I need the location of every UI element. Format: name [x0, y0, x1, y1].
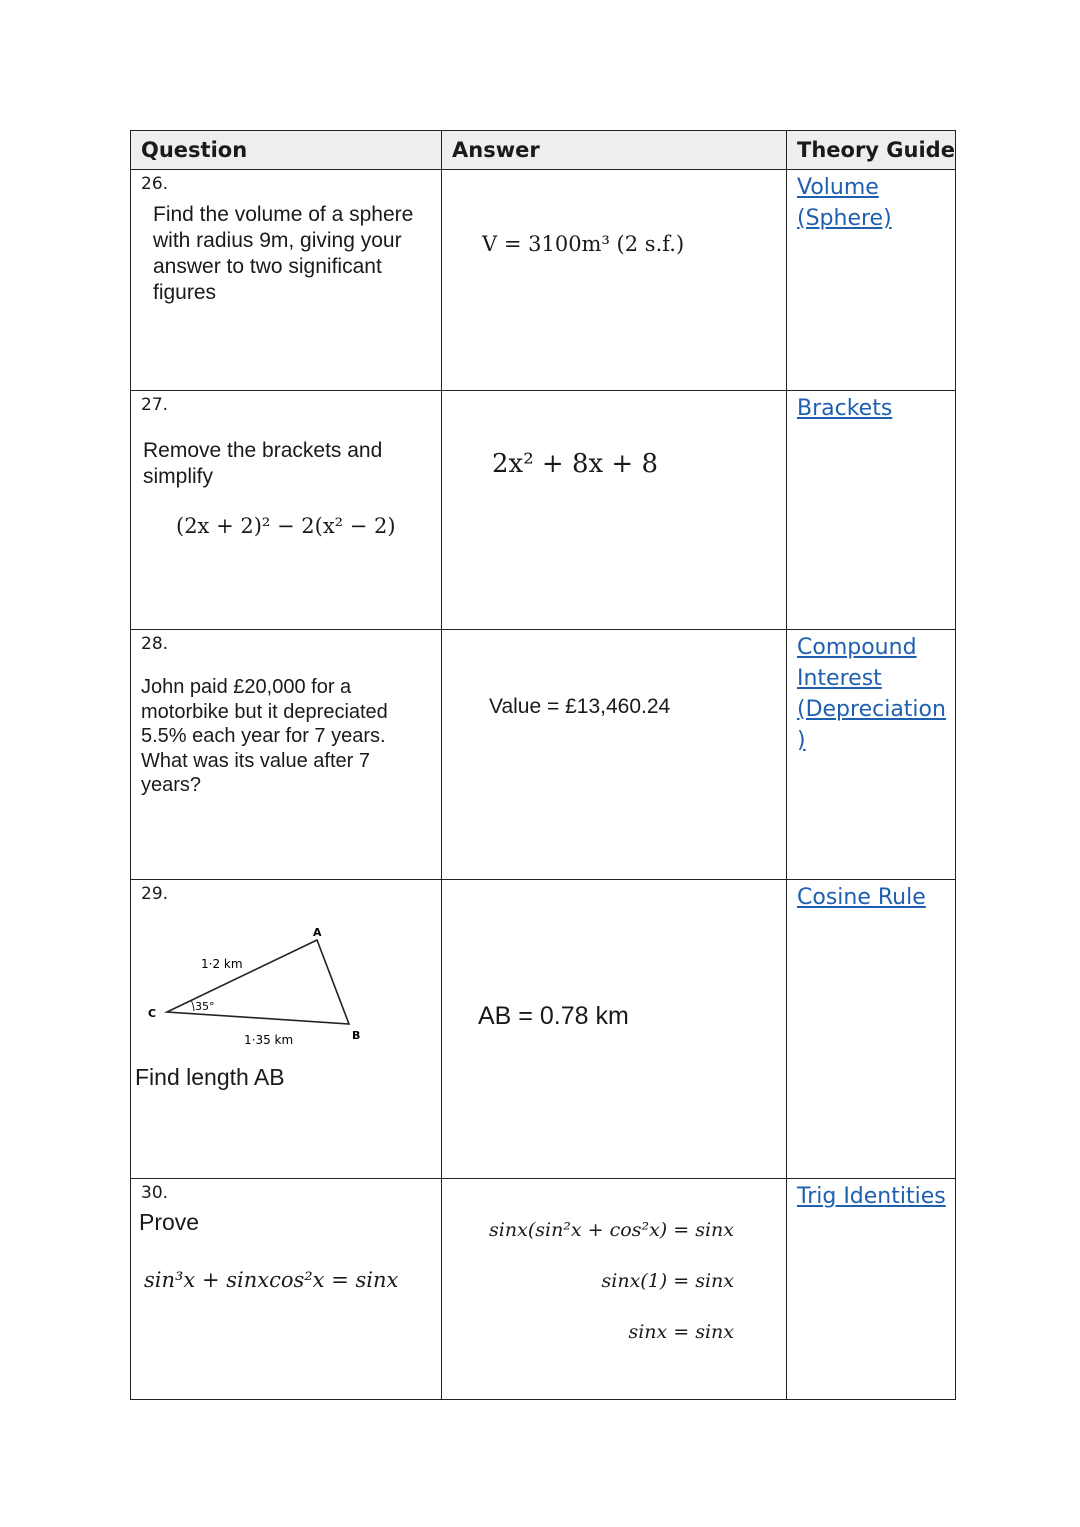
question-cell: [131, 630, 442, 880]
theory-cell: [787, 880, 956, 1179]
table-row: [131, 880, 956, 1179]
question-cell: [131, 1179, 442, 1400]
link-line: Interest: [797, 666, 882, 691]
question-table: [130, 130, 956, 1400]
question-text: John paid £20,000 for a motorbike but it depreciated 5.5% each year for 7 years. What was its value after 7 years?: [141, 676, 388, 796]
question-number: 27.: [141, 395, 169, 415]
angle-arc: [191, 1000, 194, 1011]
link-line: Volume: [797, 175, 879, 200]
answer-cell: [442, 630, 787, 880]
answer-text: V = 3100m³ (2 s.f.): [482, 232, 685, 256]
theory-link-trig-identities[interactable]: [797, 1181, 946, 1212]
vertex-label-b: B: [352, 1029, 361, 1042]
link-line: Trig Identities: [797, 1184, 946, 1209]
answer-line: sinx(1) = sinx: [601, 1270, 734, 1292]
theory-link-compound-interest[interactable]: [797, 632, 946, 756]
theory-cell: [787, 1179, 956, 1400]
vertex-label-c: C: [148, 1007, 157, 1020]
angle-label-c: 35°: [195, 1000, 215, 1013]
theory-link-cosine-rule[interactable]: [797, 882, 926, 913]
answer-line: sinx = sinx: [628, 1321, 734, 1343]
link-line: (Depreciation: [797, 697, 946, 722]
question-expression: (2x + 2)² − 2(x² − 2): [176, 514, 396, 538]
theory-link-brackets[interactable]: [797, 393, 892, 424]
table-row: [131, 630, 956, 880]
question-number: 29.: [141, 884, 169, 904]
side-label-ca: 1·2 km: [201, 957, 243, 971]
question-text: Remove the brackets and simplify: [143, 439, 383, 488]
answer-cell: [442, 170, 787, 391]
theory-cell: [787, 391, 956, 630]
vertex-label-a: A: [313, 926, 322, 939]
question-number: 28.: [141, 634, 169, 654]
question-expression: sin³x + sinxcos²x = sinx: [144, 1268, 399, 1292]
side-label-cb: 1·35 km: [244, 1033, 294, 1047]
answer-text: Value = £13,460.24: [489, 695, 671, 718]
theory-link-volume-sphere[interactable]: [797, 172, 892, 234]
answer-text: AB = 0.78 km: [478, 1002, 629, 1030]
table-row: [131, 1179, 956, 1400]
answer-text: 2x² + 8x + 8: [492, 449, 659, 479]
header-row: [131, 131, 956, 170]
question-cell: [131, 170, 442, 391]
question-header: Question: [131, 131, 442, 170]
question-cell: [131, 391, 442, 630]
theory-header: Theory Guide: [787, 131, 956, 170]
answer-line: sinx(sin²x + cos²x) = sinx: [489, 1219, 734, 1241]
theory-cell: [787, 170, 956, 391]
link-line: Cosine Rule: [797, 885, 926, 910]
question-text: Find the volume of a sphere with radius 9m, giving your answer to two significant figures: [153, 203, 414, 304]
question-text: Find length AB: [135, 1064, 285, 1090]
question-cell: [131, 880, 442, 1179]
triangle-diagram: [139, 920, 379, 1050]
table-row: [131, 170, 956, 391]
answer-cell: [442, 880, 787, 1179]
theory-cell: [787, 630, 956, 880]
answer-cell: [442, 1179, 787, 1400]
question-text: Prove: [139, 1209, 200, 1235]
link-line: (Sphere): [797, 206, 892, 231]
answer-header: Answer: [442, 131, 787, 170]
table-row: [131, 391, 956, 630]
link-line: Brackets: [797, 396, 893, 421]
question-number: 26.: [141, 174, 169, 194]
question-number: 30.: [141, 1183, 169, 1203]
link-line: Compound: [797, 635, 917, 660]
answer-cell: [442, 391, 787, 630]
link-line: ): [797, 728, 806, 753]
